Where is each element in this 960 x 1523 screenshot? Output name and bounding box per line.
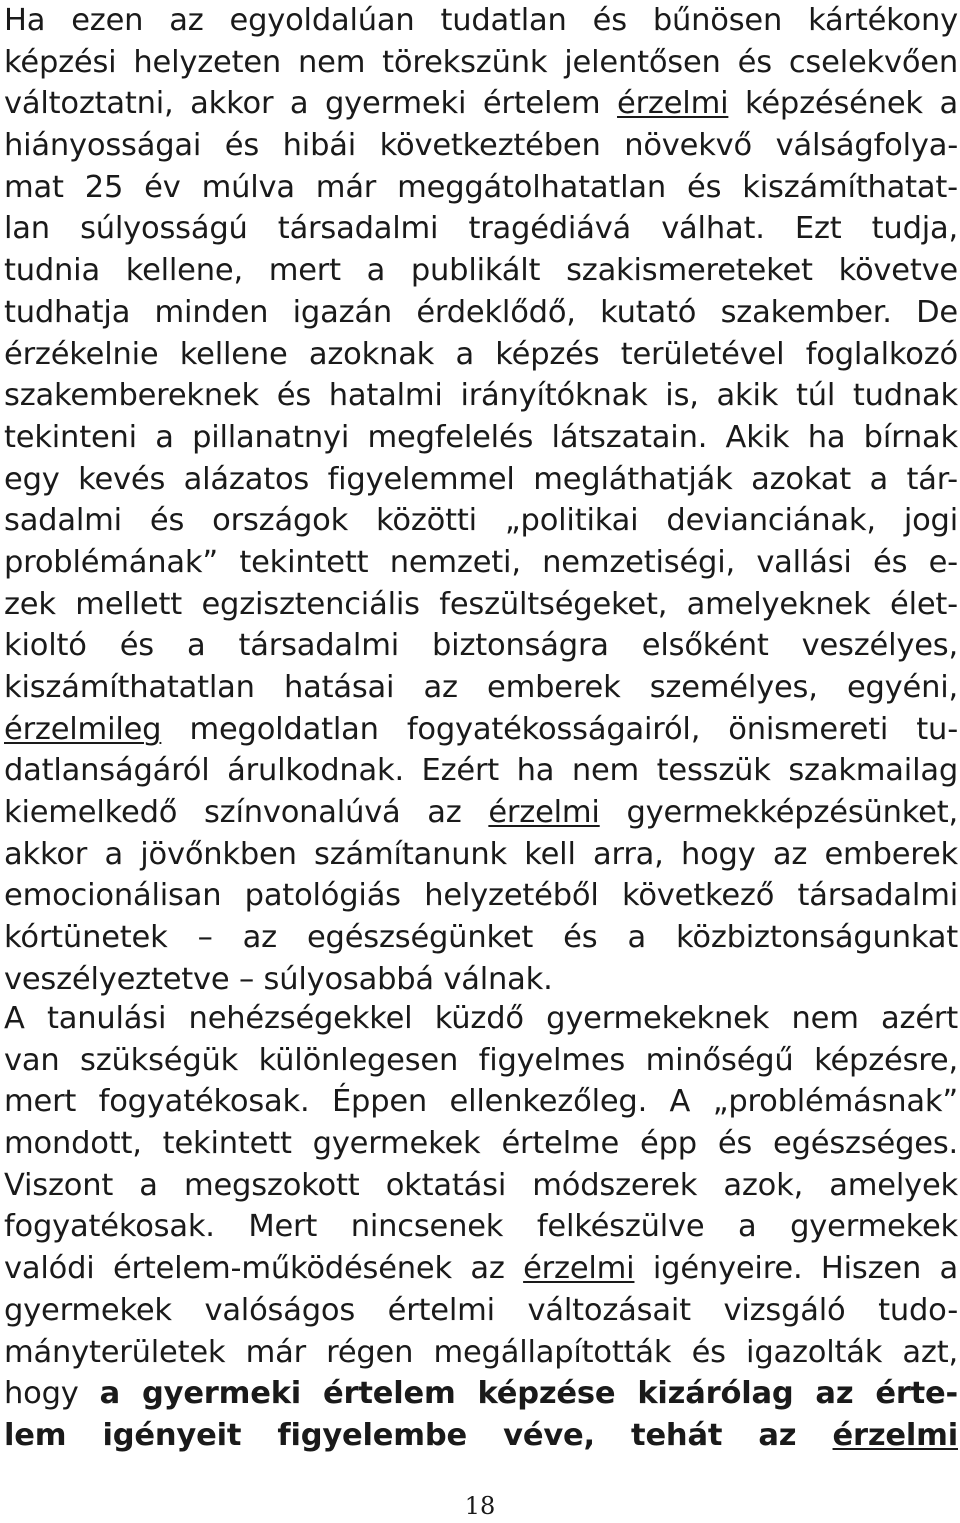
text-segment: változtatni, akkor a gyermeki értelem bbox=[4, 86, 618, 122]
text-line: mondott, tekintett gyermekek értelme épp és egészséges. bbox=[4, 1126, 958, 1162]
text-line: mert fogyatékosak. Éppen ellenkezőleg. A „problémásnak” bbox=[4, 1084, 958, 1120]
text-segment: képzésének a bbox=[728, 86, 958, 122]
text-line: lan súlyosságú társadalmi tragédiává válhat. Ezt tudja, bbox=[4, 211, 958, 247]
text-line: Ha ezen az egyoldalúan tudatlan és bűnösen kártékony bbox=[4, 3, 958, 38]
bold-text: a gyermeki értelem képzése kizárólag az érte- bbox=[99, 1376, 958, 1412]
text-line bbox=[4, 1248, 958, 1290]
text-line: szakembereknek és hatalmi irányítóknak is, akik túl tudnak bbox=[4, 378, 958, 414]
underlined-word: érzelmileg bbox=[4, 711, 162, 747]
text-segment: igényeire. Hiszen a bbox=[634, 1251, 958, 1287]
underlined-word: érzelmi bbox=[488, 795, 600, 831]
paragraph-2 bbox=[4, 998, 958, 1457]
text-segment: kiemelkedő színvonalúvá az bbox=[4, 795, 489, 831]
text-segment: valódi értelem-működésének az bbox=[4, 1251, 524, 1287]
text-line bbox=[4, 792, 958, 834]
bold-text: lem igényeit figyelembe véve, tehát az bbox=[4, 1417, 833, 1453]
text-segment: megoldatlan fogyatékosságairól, önismereti tu- bbox=[161, 711, 958, 747]
text-line: mányterületek már régen megállapították és igazolták azt, bbox=[4, 1334, 958, 1370]
text-line: érzékelnie kellene azoknak a képzés területével foglalkozó bbox=[4, 336, 958, 372]
text-line: kórtünetek – az egészségünket és a közbiztonságunkat bbox=[4, 920, 958, 956]
page-number: 18 bbox=[464, 1492, 496, 1520]
text-line: tudnia kellene, mert a publikált szakismereteket követve bbox=[4, 253, 958, 289]
text-line: akkor a jövőnkben számítanunk kell arra, hogy az emberek bbox=[4, 836, 958, 872]
paragraph-1 bbox=[4, 0, 958, 1001]
underlined-word: érzelmi bbox=[523, 1251, 635, 1287]
text-line: tudhatja minden igazán érdeklődő, kutató szakember. De bbox=[4, 294, 958, 330]
text-line bbox=[4, 83, 958, 125]
text-line: emocionálisan patológiás helyzetéből következő társadalmi bbox=[4, 878, 958, 914]
text-line: A tanulási nehézségekkel küzdő gyermekeknek nem azért bbox=[4, 1001, 958, 1036]
text-segment: gyermekképzésünket, bbox=[599, 795, 958, 831]
text-line: kioltó és a társadalmi biztonságra elsőként veszélyes, bbox=[4, 628, 958, 664]
text-line: zek mellett egzisztenciális feszültségeket, amelyeknek élet- bbox=[4, 586, 958, 622]
text-line: problémának” tekintett nemzeti, nemzetiségi, vallási és e- bbox=[4, 544, 958, 580]
text-line bbox=[4, 1373, 958, 1415]
text-line: képzési helyzeten nem törekszünk jelentősen és cselekvően bbox=[4, 44, 958, 80]
text-line: sadalmi és országok közötti „politikai devianciának, jogi bbox=[4, 503, 958, 539]
text-line: tekinteni a pillanatnyi megfelelés látszatain. Akik ha bírnak bbox=[4, 419, 958, 455]
text-line: egy kevés alázatos figyelemmel megláthatják azokat a tár- bbox=[4, 461, 958, 497]
text-line: veszélyeztetve – súlyosabbá válnak. bbox=[4, 961, 553, 997]
text-line bbox=[4, 1415, 958, 1457]
underlined-word: érzelmi bbox=[617, 86, 729, 122]
text-line bbox=[4, 709, 958, 751]
text-line: van szükségük különlegesen figyelmes minőségű képzésre, bbox=[4, 1042, 958, 1078]
text-line: fogyatékosak. Mert nincsenek felkészülve a gyermekek bbox=[4, 1209, 958, 1245]
text-line: gyermekek valóságos értelmi változásait vizsgáló tudo- bbox=[4, 1292, 958, 1328]
text-line: datlanságáról árulkodnak. Ezért ha nem tesszük szakmailag bbox=[4, 753, 958, 789]
text-line: kiszámíthatatlan hatásai az emberek személyes, egyéni, bbox=[4, 670, 958, 705]
text-segment: hogy bbox=[4, 1376, 100, 1412]
bold-underlined-word: érzelmi bbox=[832, 1417, 958, 1453]
text-line: mat 25 év múlva már meggátolhatatlan és kiszámíthatat- bbox=[4, 169, 958, 205]
text-line: hiányosságai és hibái következtében növekvő válságfolya- bbox=[4, 128, 958, 164]
text-line: Viszont a megszokott oktatási módszerek azok, amelyek bbox=[4, 1167, 958, 1203]
